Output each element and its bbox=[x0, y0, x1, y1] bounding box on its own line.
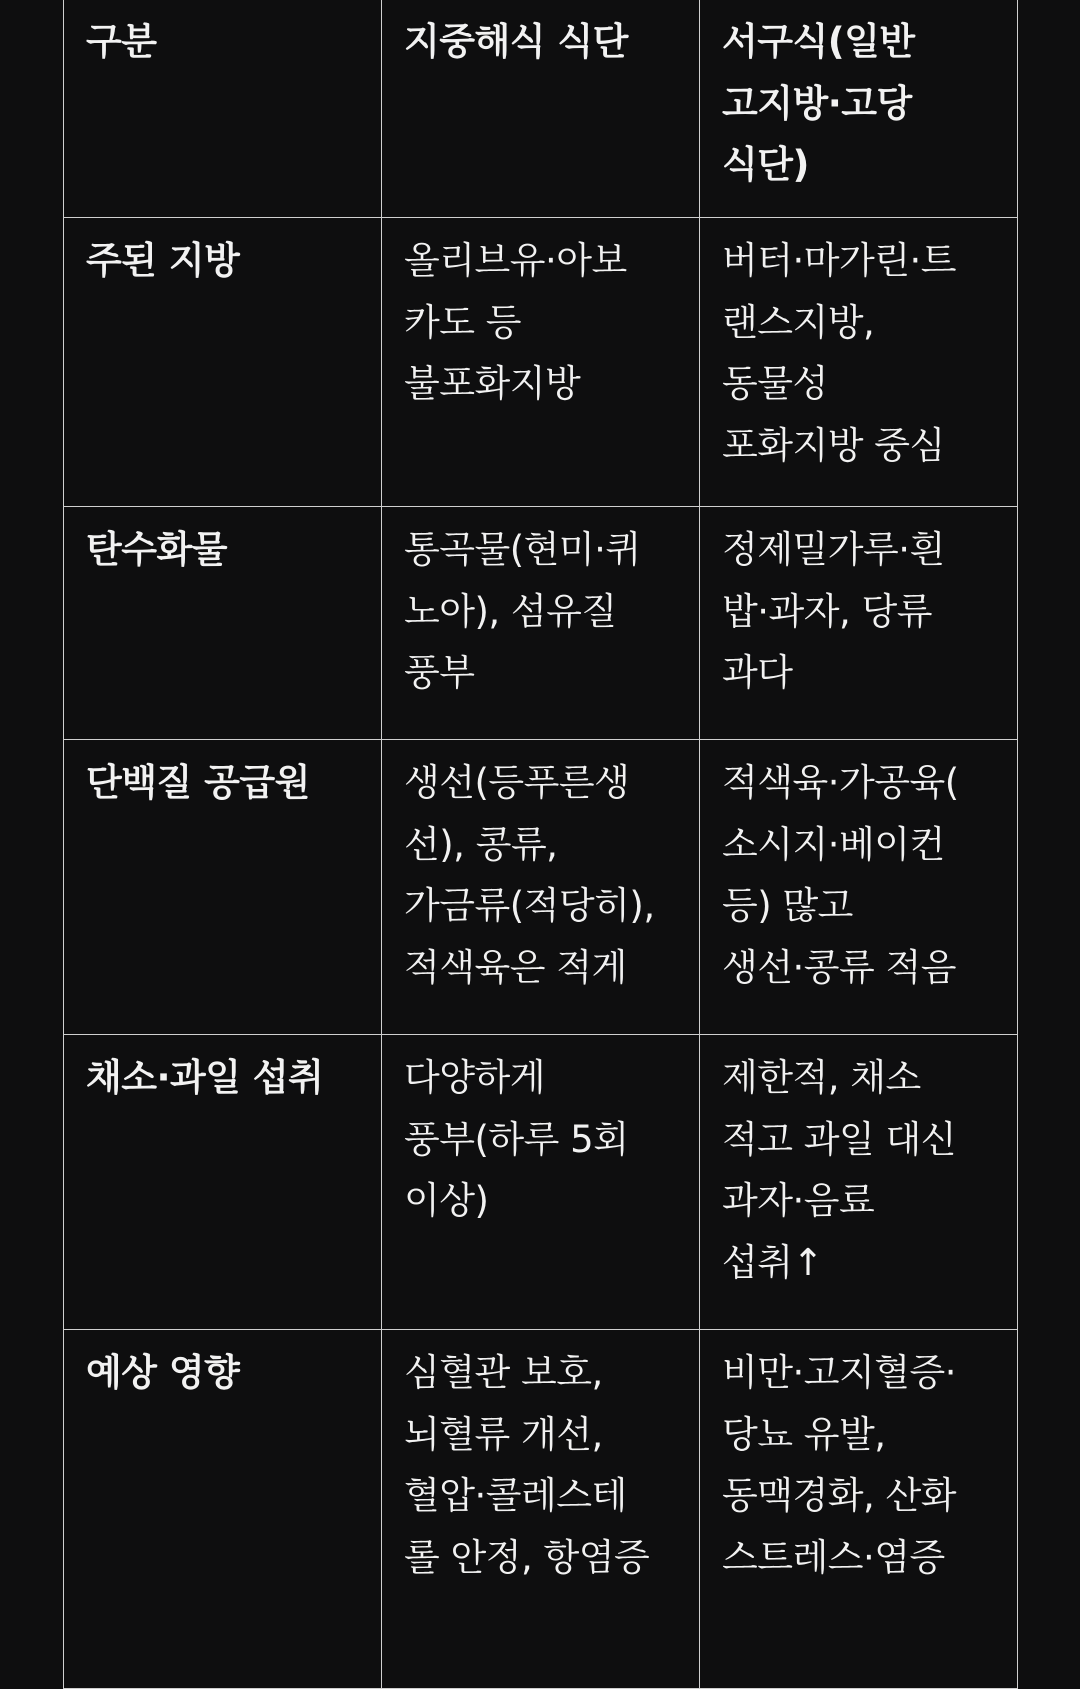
header-text: 지중해식 식단 bbox=[404, 20, 628, 63]
cell-text: 적고 과일 대신 bbox=[722, 1117, 956, 1161]
table-row bbox=[64, 1330, 1018, 1689]
cell-text: 제한적, 채소 bbox=[722, 1056, 921, 1099]
table-row bbox=[64, 507, 1018, 740]
row-label: 단백질 공급원 bbox=[86, 761, 310, 804]
header-text: 구분 bbox=[86, 20, 157, 63]
row-label-cell bbox=[64, 740, 382, 1035]
western-cell bbox=[700, 1035, 1018, 1330]
header-text: 서구식(일반 bbox=[722, 20, 915, 63]
cell-text: 밥·과자, 당류 bbox=[722, 589, 932, 633]
header-cell-category bbox=[64, 0, 382, 218]
diet-comparison-table bbox=[63, 0, 1018, 1689]
western-cell bbox=[700, 218, 1018, 507]
cell-text: 혈압·콜레스테 bbox=[404, 1474, 627, 1517]
cell-text: 통곡물(현미·퀴 bbox=[404, 528, 641, 571]
cell-text: 다양하게 bbox=[404, 1056, 545, 1099]
row-label: 예상 영향 bbox=[86, 1351, 240, 1394]
cell-text: 랜스지방, bbox=[722, 300, 875, 344]
cell-text: 선), 콩류, bbox=[404, 822, 558, 866]
cell-text: 정제밀가루·흰 bbox=[722, 528, 945, 571]
header-text: 고지방·고당 bbox=[722, 81, 912, 125]
row-label: 탄수화물 bbox=[86, 528, 227, 571]
mediterranean-cell bbox=[382, 740, 700, 1035]
cell-text: 소시지·베이컨 bbox=[722, 822, 945, 866]
cell-text: 동맥경화, 산화 bbox=[722, 1474, 956, 1517]
table-row bbox=[64, 740, 1018, 1035]
cell-text: 적색육·가공육( bbox=[722, 761, 959, 804]
cell-text: 버터·마가린·트 bbox=[722, 239, 956, 282]
cell-text: 과다 bbox=[722, 651, 793, 694]
header-cell-mediterranean bbox=[382, 0, 700, 218]
cell-text: 섭취↑ bbox=[722, 1240, 823, 1284]
cell-text: 롤 안정, 항염증 bbox=[404, 1535, 650, 1579]
cell-text: 당뇨 유발, bbox=[722, 1412, 886, 1456]
cell-text: 불포화지방 bbox=[404, 362, 581, 405]
mediterranean-cell bbox=[382, 1330, 700, 1689]
row-label: 주된 지방 bbox=[86, 239, 240, 282]
cell-text: 심혈관 보호, bbox=[404, 1351, 603, 1394]
cell-text: 적색육은 적게 bbox=[404, 945, 627, 989]
mediterranean-cell bbox=[382, 218, 700, 507]
cell-text: 풍부 bbox=[404, 651, 475, 694]
cell-text: 카도 등 bbox=[404, 300, 521, 344]
row-label-cell bbox=[64, 1330, 382, 1689]
cell-text: 풍부(하루 5회 bbox=[404, 1117, 629, 1161]
table-header-row bbox=[64, 0, 1018, 218]
row-label-cell bbox=[64, 507, 382, 740]
header-text: 식단) bbox=[722, 143, 809, 186]
cell-text: 뇌혈류 개선, bbox=[404, 1412, 603, 1456]
cell-text: 올리브유·아보 bbox=[404, 239, 627, 282]
cell-text: 포화지방 중심 bbox=[722, 423, 945, 467]
cell-text: 생선(등푸른생 bbox=[404, 761, 630, 804]
cell-text: 생선·콩류 적음 bbox=[722, 945, 956, 989]
row-label-cell bbox=[64, 218, 382, 507]
cell-text: 동물성 bbox=[722, 362, 828, 405]
cell-text: 이상) bbox=[404, 1179, 489, 1222]
cell-text: 노아), 섬유질 bbox=[404, 589, 617, 633]
header-cell-western bbox=[700, 0, 1018, 218]
table-row bbox=[64, 218, 1018, 507]
western-cell bbox=[700, 740, 1018, 1035]
row-label: 채소·과일 섭취 bbox=[86, 1056, 324, 1099]
cell-text: 등) 많고 bbox=[722, 884, 853, 927]
western-cell bbox=[700, 507, 1018, 740]
row-label-cell bbox=[64, 1035, 382, 1330]
cell-text: 스트레스·염증 bbox=[722, 1535, 945, 1579]
cell-text: 가금류(적당히), bbox=[404, 884, 655, 927]
mediterranean-cell bbox=[382, 507, 700, 740]
cell-text: 비만·고지혈증· bbox=[722, 1351, 956, 1394]
comparison-table-container bbox=[63, 0, 1017, 1689]
mediterranean-cell bbox=[382, 1035, 700, 1330]
table-row bbox=[64, 1035, 1018, 1330]
western-cell bbox=[700, 1330, 1018, 1689]
cell-text: 과자·음료 bbox=[722, 1179, 875, 1222]
